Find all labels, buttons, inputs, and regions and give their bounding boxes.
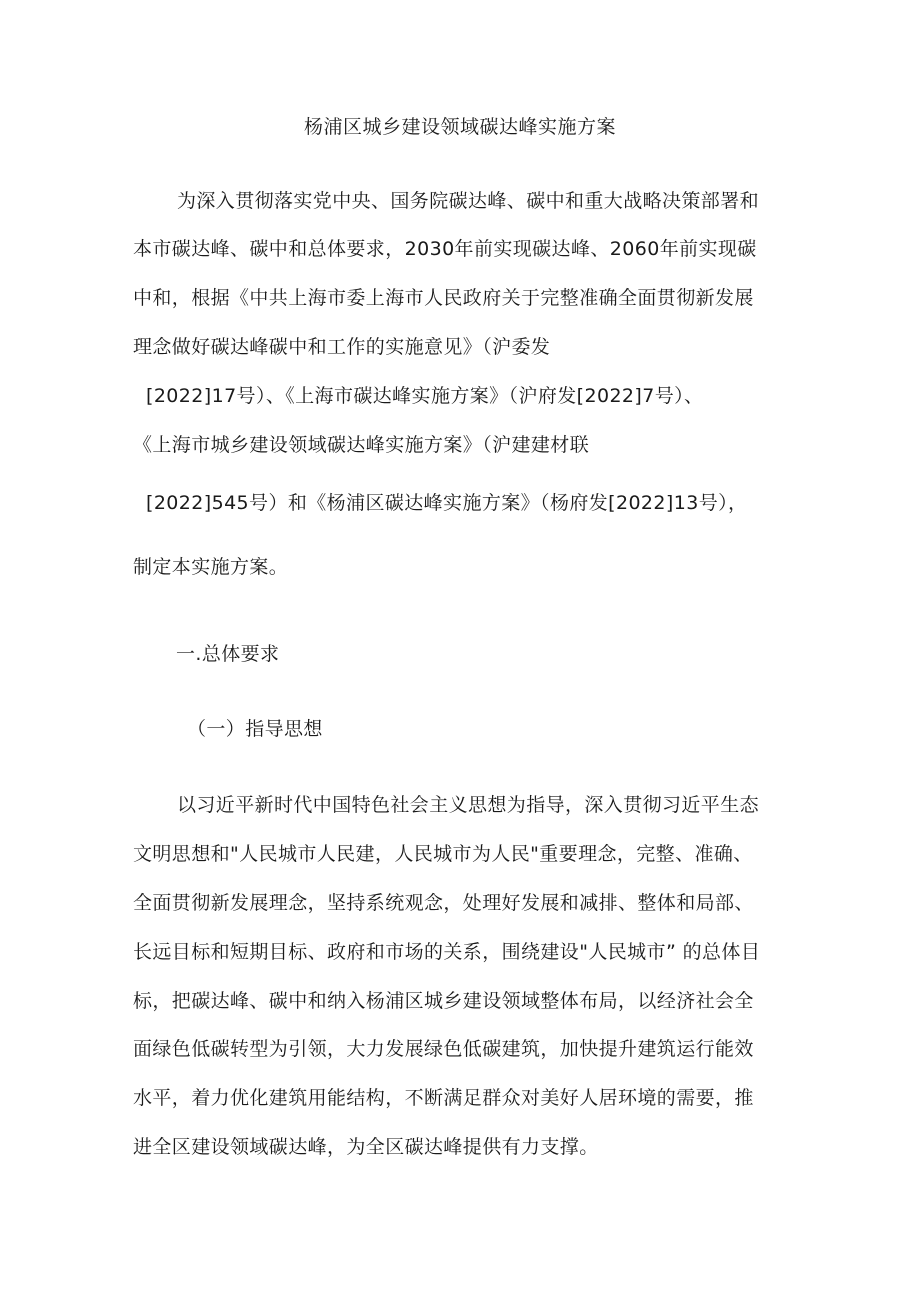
body-line: 面绿色低碳转型为引领，大力发展绿色低碳建筑，加快提升建筑运行能效 <box>133 1038 754 1060</box>
subsection-heading: （一）指导思想 <box>187 718 323 740</box>
body-line: 全面贯彻新发展理念，坚持系统观念，处理好发展和减排、整体和局部、 <box>133 892 754 914</box>
intro-line: 制定本实施方案。 <box>133 556 289 578</box>
body-line: 标，把碳达峰、碳中和纳入杨浦区城乡建设领域整体布局，以经济社会全 <box>133 990 754 1012</box>
body-line: 文明思想和"人民城市人民建，人民城市为人民"重要理念，完整、准确、 <box>133 843 753 865</box>
body-line: 进全区建设领域碳达峰，为全区碳达峰提供有力支撑。 <box>133 1136 599 1158</box>
body-line: 水平，着力优化建筑用能结构，不断满足群众对美好人居环境的需要，推 <box>133 1087 754 1109</box>
intro-line: 理念做好碳达峰碳中和工作的实施意见》（沪委发 <box>133 336 551 358</box>
intro-line: [2022]17号）、《上海市碳达峰实施方案》（沪府发[2022]7号）、 <box>146 385 704 407</box>
document-title: 杨浦区城乡建设领域碳达峰实施方案 <box>303 116 616 138</box>
intro-line: 为深入贯彻落实党中央、国务院碳达峰、碳中和重大战略决策部署和 <box>177 190 760 212</box>
body-line: 以习近平新时代中国特色社会主义思想为指导，深入贯彻习近平生态 <box>177 794 760 816</box>
section-heading: 一.总体要求 <box>176 643 280 665</box>
body-line: 长远目标和短期目标、政府和市场的关系，围绕建设"人民城市” 的总体目 <box>133 941 761 963</box>
intro-line: 本市碳达峰、碳中和总体要求，2030年前实现碳达峰、2060年前实现碳 <box>133 238 757 260</box>
intro-line: 《上海市城乡建设领域碳达峰实施方案》（沪建建材联 <box>133 434 590 456</box>
intro-line: 中和，根据《中共上海市委上海市人民政府关于完整准确全面贯彻新发展 <box>133 287 754 309</box>
intro-line: [2022]545号）和《杨浦区碳达峰实施方案》（杨府发[2022]13号）， <box>146 492 748 514</box>
